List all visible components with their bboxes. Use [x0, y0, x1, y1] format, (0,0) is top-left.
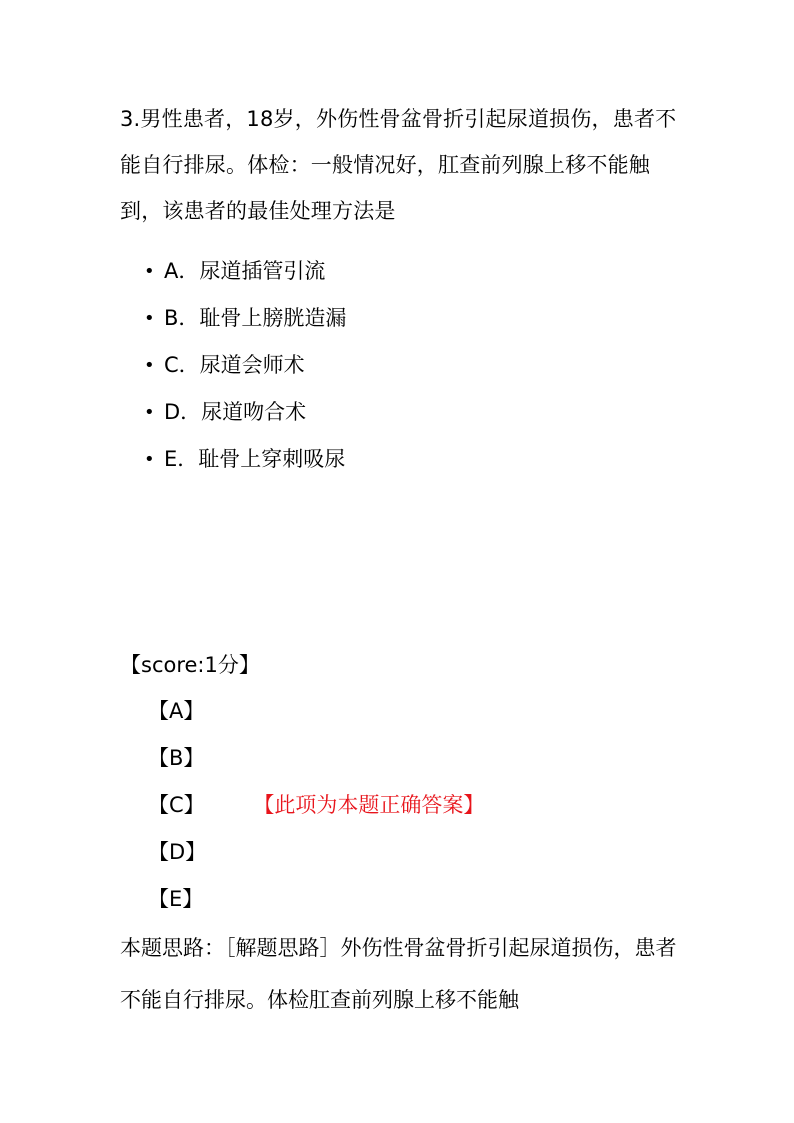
option-label: A．尿道插管引流: [164, 259, 326, 283]
bullet-icon: •: [144, 355, 155, 376]
answer-row-b: [148, 735, 484, 782]
option-e: [140, 436, 346, 483]
answer-label: 【D】: [148, 840, 207, 864]
explanation-text: 本题思路：［解题思路］外伤性骨盆骨折引起尿道损伤，患者不能自行排尿。体检肛查前列腺上移不能触: [120, 936, 677, 1012]
option-label: D．尿道吻合术: [164, 400, 307, 424]
option-label: C．尿道会师术: [164, 353, 305, 377]
option-b: [140, 295, 346, 342]
answer-row-c: [148, 782, 484, 829]
answer-list: [148, 688, 484, 923]
bullet-icon: •: [144, 449, 155, 470]
answer-label: 【E】: [148, 887, 204, 911]
question-text: 3.男性患者，18岁，外伤性骨盆骨折引起尿道损伤，患者不能自行排尿。体检：一般情况好，肛查前列腺上移不能触到，该患者的最佳处理方法是: [120, 107, 677, 223]
option-a: [140, 248, 346, 295]
answer-row-e: [148, 876, 484, 923]
answer-label: 【A】: [148, 699, 205, 723]
option-label: E．耻骨上穿刺吸尿: [164, 447, 346, 471]
bullet-icon: •: [144, 308, 155, 329]
option-label: B．耻骨上膀胱造漏: [164, 306, 347, 330]
answer-row-a: [148, 688, 484, 735]
score-label: 【score:1分】: [120, 653, 260, 677]
option-list: [140, 248, 346, 483]
correct-answer-tag: 【此项为本题正确答案】: [253, 793, 485, 817]
answer-row-d: [148, 829, 484, 876]
bullet-icon: •: [144, 261, 155, 282]
answer-label: 【C】: [148, 793, 205, 817]
bullet-icon: •: [144, 402, 155, 423]
answer-label: 【B】: [148, 746, 205, 770]
option-d: [140, 389, 346, 436]
option-c: [140, 342, 346, 389]
